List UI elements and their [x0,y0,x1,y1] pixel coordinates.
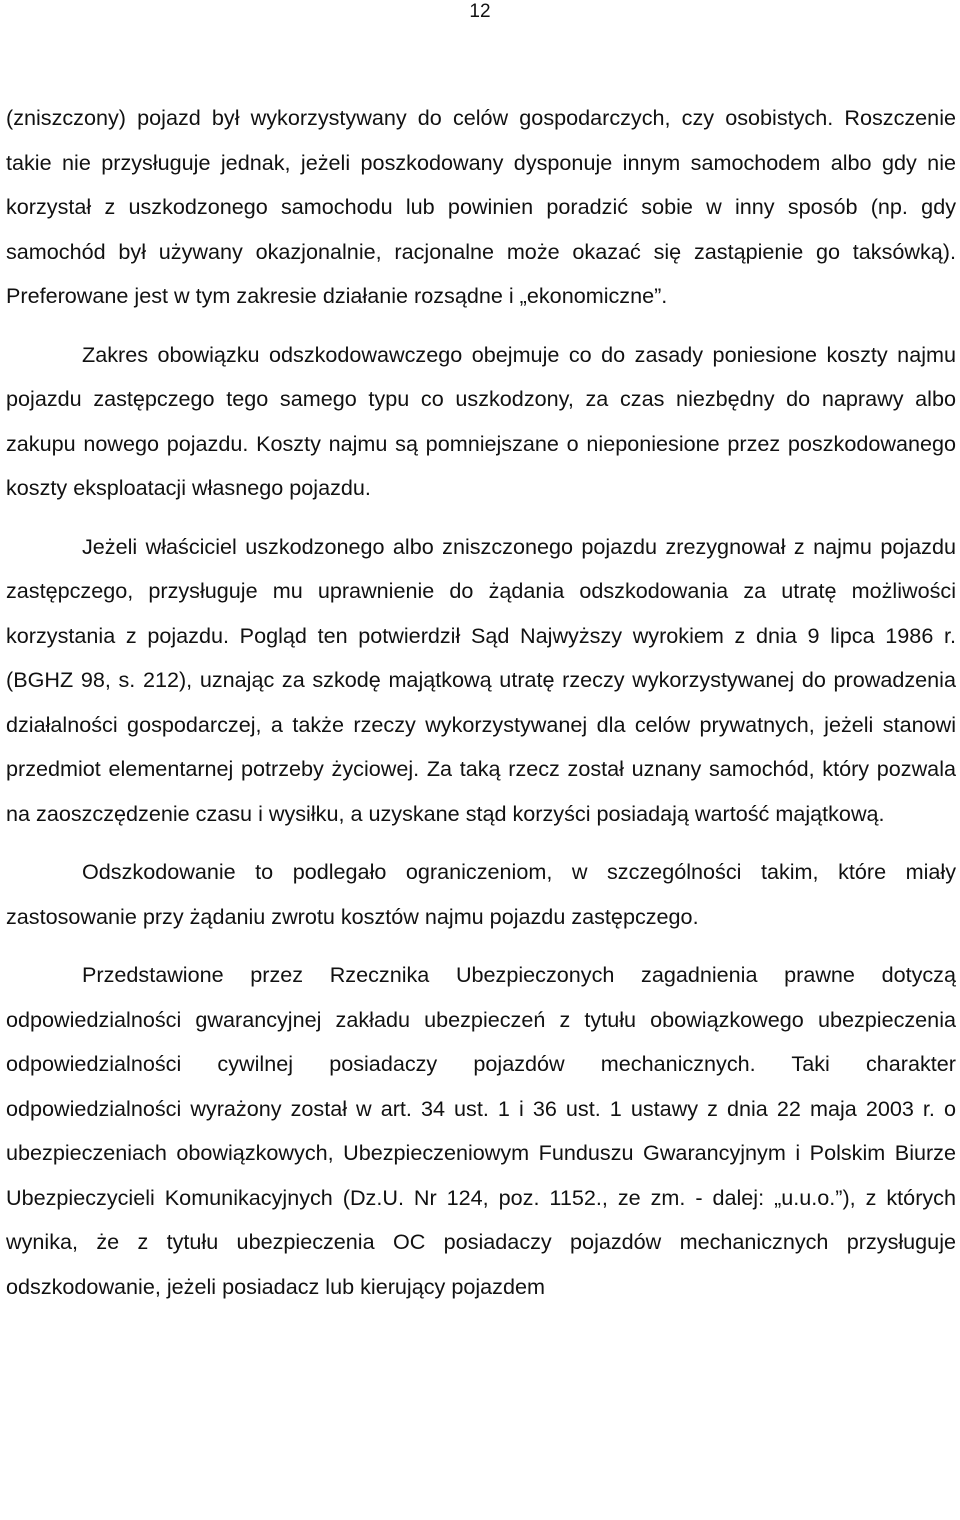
document-body [6,96,956,1323]
paragraph-legal-issues: Przedstawione przez Rzecznika Ubezpieczonych zagadnienia prawne dotyczą odpowiedzialności gwarancyjnej zakładu ubezpieczeń z tytułu obowiązkowego ubezpieczenia odpowiedzialności cywilnej posiadaczy pojazdów mechanicznych. Taki charakter odpowiedzialności wyrażony został w art. 34 ust. 1 i 36 ust. 1 ustawy z dnia 22 maja 2003 r. o ubezpieczeniach obowiązkowych, Ubezpieczeniowym Funduszu Gwarancyjnym i Polskim Biurze Ubezpieczycieli Komunikacyjnych (Dz.U. Nr 124, poz. 1152., ze zm. - dalej: „u.u.o.”), z których wynika, że z tytułu ubezpieczenia OC posiadaczy pojazdów mechanicznych przysługuje odszkodowanie, jeżeli posiadacz lub kierujący pojazdem [6,962,956,1299]
paragraph-scope-of-liability: Zakres obowiązku odszkodowawczego obejmuje co do zasady poniesione koszty najmu pojazdu zastępczego tego samego typu co uszkodzony, za czas niezbędny do naprawy albo zakupu nowego pojazdu. Koszty najmu są pomniejszane o nieponiesione przez poszkodowanego koszty eksploatacji własnego pojazdu. [6,341,956,500]
paragraph-loss-of-use: Jeżeli właściciel uszkodzonego albo zniszczonego pojazdu zrezygnował z najmu pojazdu zastępczego, przysługuje mu uprawnienie do żądania odszkodowania za utratę możliwości korzystania z pojazdu. Pogląd ten potwierdził Sąd Najwyższy wyrokiem z dnia 9 lipca 1986 r. (BGHZ 98, s. 212), uznając za szkodę majątkową utratę rzeczy wykorzystywanej do prowadzenia działalności gospodarczej, a także rzeczy wykorzystywanej dla celów prywatnych, jeżeli stanowi przedmiot elementarnej potrzeby życiowej. Za taką rzecz został uznany samochód, który pozwala na zaoszczędzenie czasu i wysiłku, a uzyskane stąd korzyści posiadają wartość majątkową. [6,533,956,826]
page-number: 12 [469,1,491,22]
paragraph-limitations: Odszkodowanie to podlegało ograniczeniom, w szczególności takim, które miały zastosowanie przy żądaniu zwrotu kosztów najmu pojazdu zastępczego. [6,859,956,929]
paragraph-continued: (zniszczony) pojazd był wykorzystywany do celów gospodarczych, czy osobistych. Roszczenie takie nie przysługuje jednak, jeżeli poszkodowany dysponuje innym samochodem albo gdy nie korzystał z uszkodzonego samochodu lub powinien poradzić sobie w inny sposób (np. gdy samochód był używany okazjonalnie, racjonalne może okazać się zastąpienie go taksówką). Preferowane jest w tym zakresie działanie rozsądne i „ekonomiczne”. [6,105,956,308]
